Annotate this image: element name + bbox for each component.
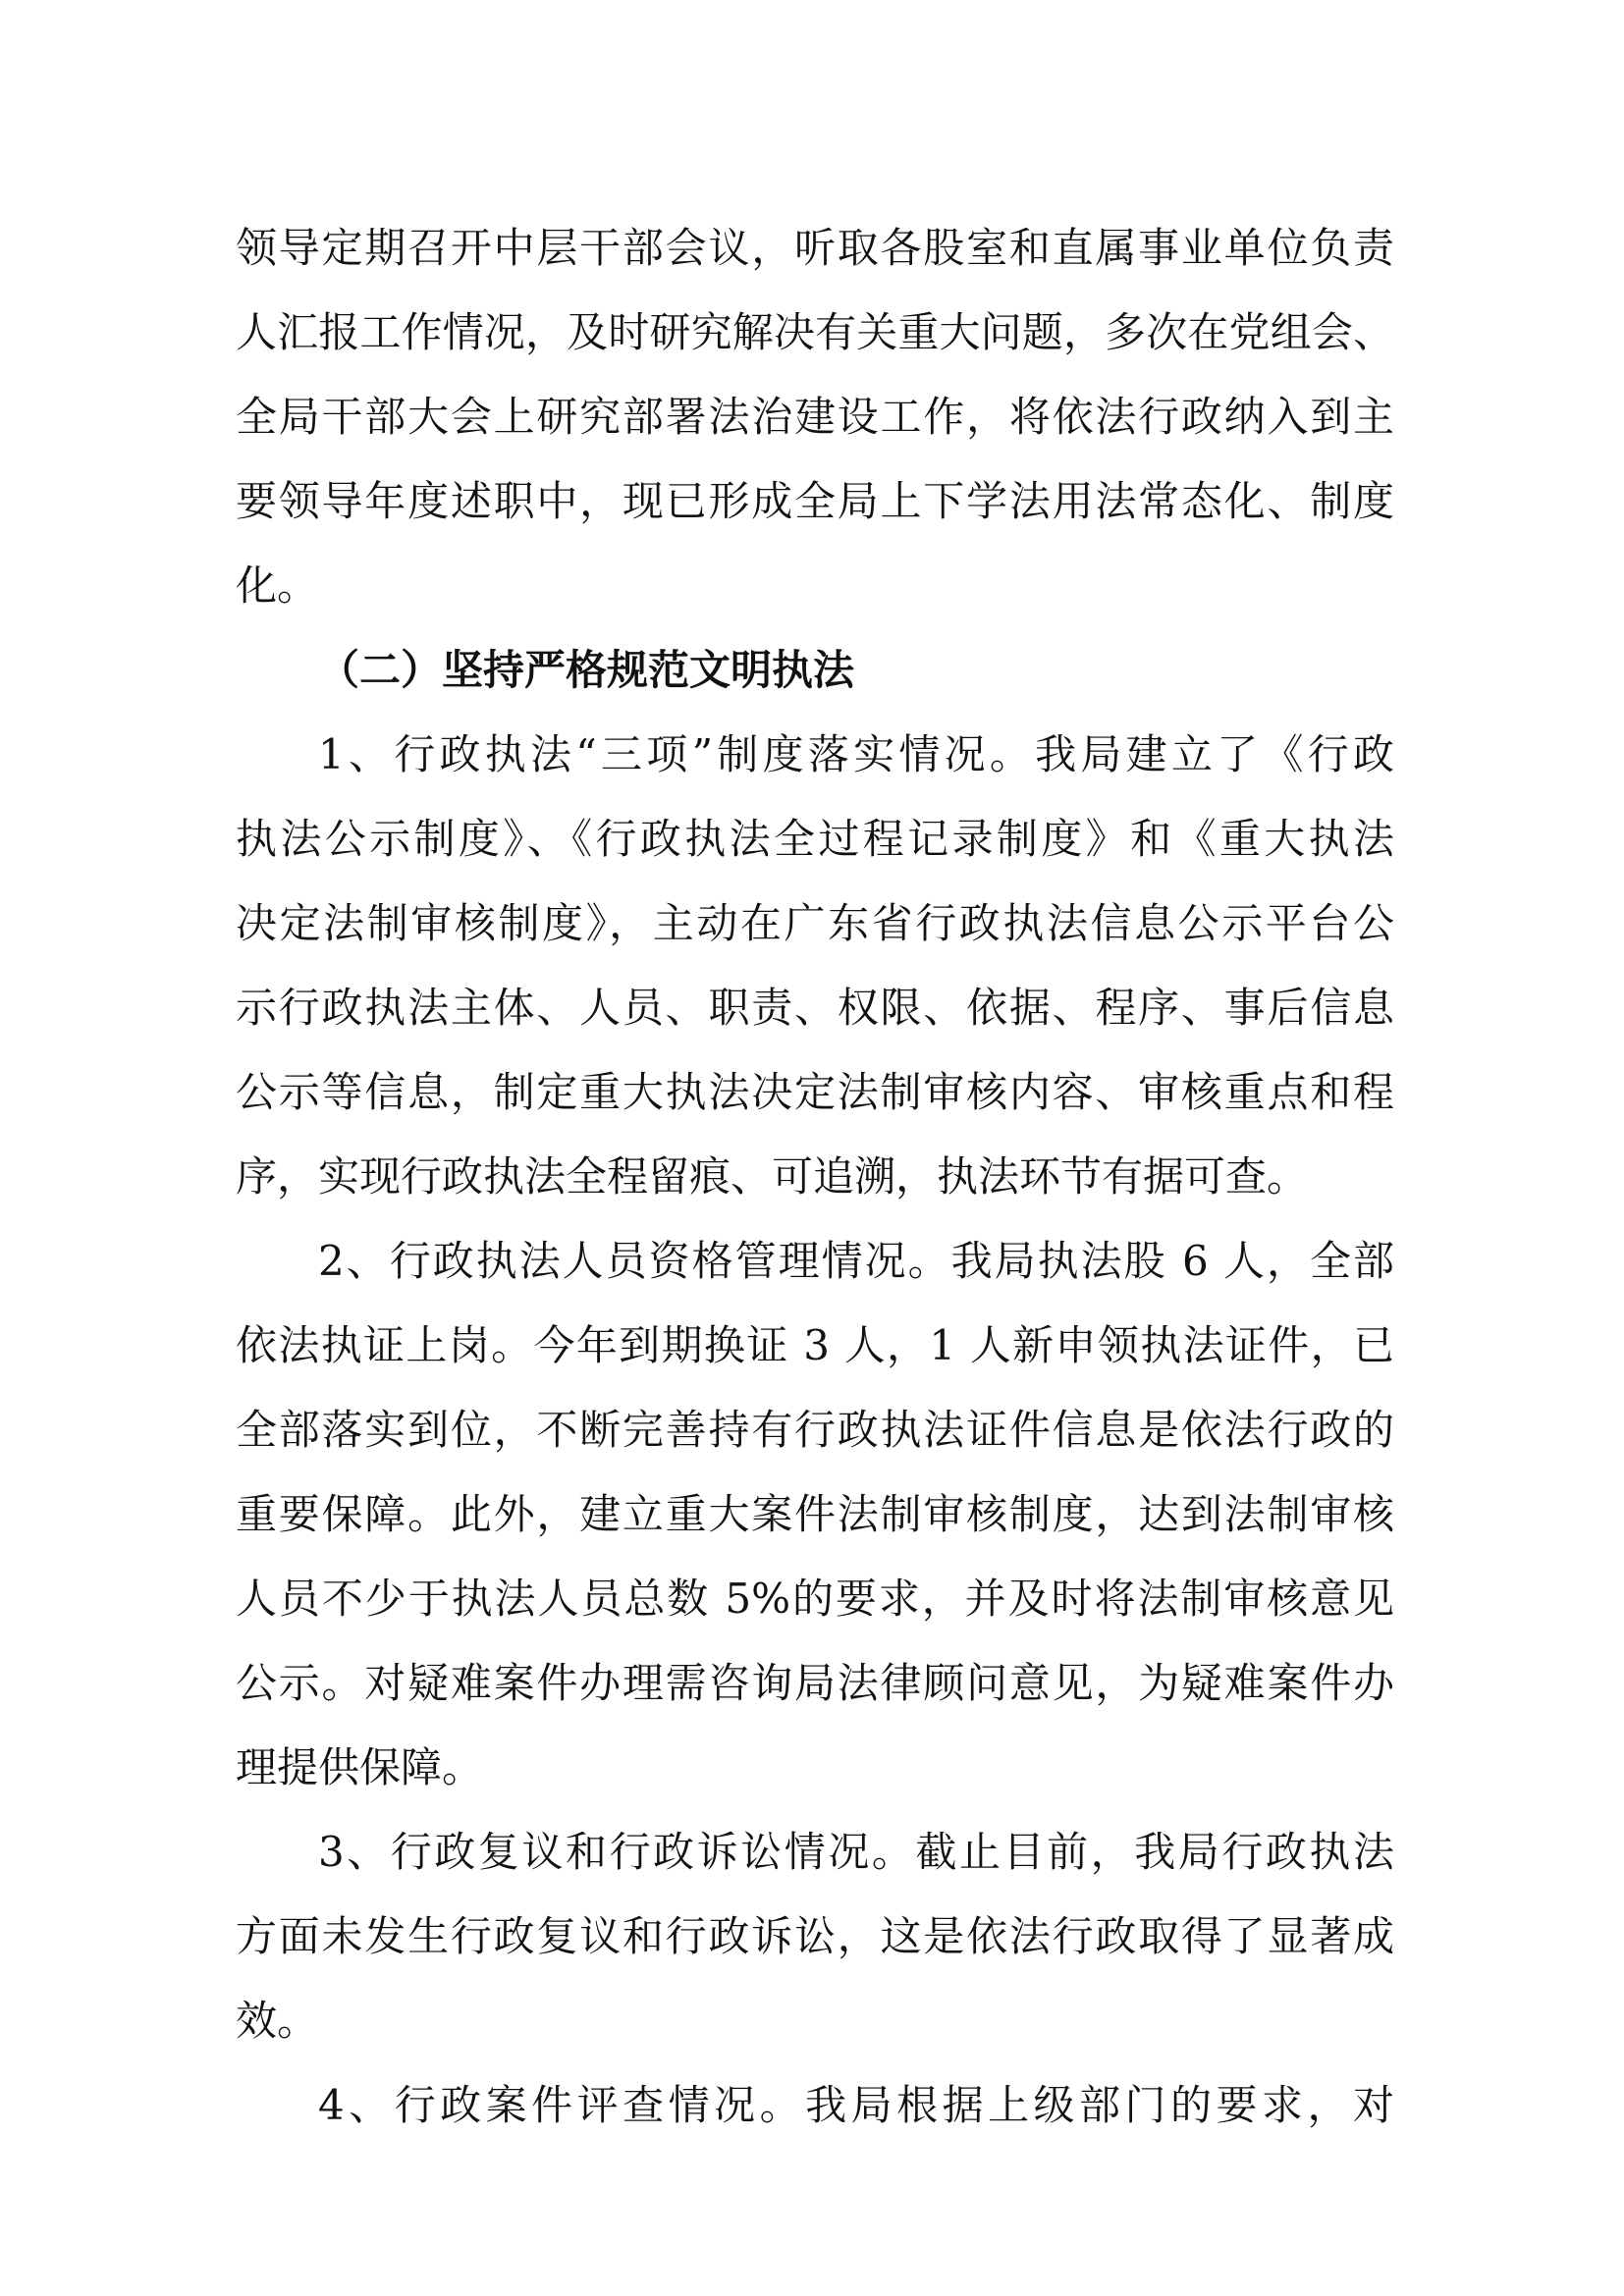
paragraph-line: 执法公示制度》、《行政执法全过程记录制度》和《重大执法 <box>236 815 1394 863</box>
paragraph-line: 2、行政执法人员资格管理情况。我局执法股 6 人，全部 <box>318 1237 1394 1285</box>
paragraph-line: 依法执证上岗。今年到期换证 3 人，1 人新申领执法证件，已 <box>236 1321 1394 1369</box>
paragraph-line: 序，实现行政执法全程留痕、可追溯，执法环节有据可查。 <box>236 1152 1309 1201</box>
paragraph-line: 要领导年度述职中，现已形成全局上下学法用法常态化、制度 <box>236 477 1394 525</box>
paragraph-line: 全局干部大会上研究部署法治建设工作，将依法行政纳入到主 <box>236 393 1394 441</box>
paragraph-line: 决定法制审核制度》，主动在广东省行政执法信息公示平台公 <box>236 899 1394 947</box>
paragraph-line: 3、行政复议和行政诉讼情况。截止目前，我局行政执法 <box>318 1828 1394 1876</box>
paragraph-line: 化。 <box>236 561 319 610</box>
document-body <box>236 206 1394 2148</box>
paragraph-line: 方面未发生行政复议和行政诉讼，这是依法行政取得了显著成 <box>236 1912 1394 1960</box>
paragraph-line: 领导定期召开中层干部会议，听取各股室和直属事业单位负责 <box>236 224 1394 272</box>
paragraph-line: 效。 <box>236 1997 319 2045</box>
section-heading: （二）坚持严格规范文明执法 <box>318 646 855 694</box>
paragraph-line: 全部落实到位，不断完善持有行政执法证件信息是依法行政的 <box>236 1406 1394 1454</box>
paragraph-line: 理提供保障。 <box>236 1743 484 1791</box>
paragraph-line: 示行政执法主体、人员、职责、权限、依据、程序、事后信息 <box>236 984 1394 1032</box>
paragraph-line: 重要保障。此外，建立重大案件法制审核制度，达到法制审核 <box>236 1490 1394 1538</box>
paragraph-line: 公示等信息，制定重大执法决定法制审核内容、审核重点和程 <box>236 1068 1394 1116</box>
paragraph-line: 1、行政执法“三项”制度落实情况。我局建立了《行政 <box>318 730 1394 778</box>
paragraph-line: 人员不少于执法人员总数 5%的要求，并及时将法制审核意见 <box>236 1575 1394 1623</box>
paragraph-line: 公示。对疑难案件办理需咨询局法律顾问意见，为疑难案件办 <box>236 1659 1394 1707</box>
paragraph-line: 人汇报工作情况，及时研究解决有关重大问题，多次在党组会、 <box>236 308 1394 356</box>
paragraph-line: 4、行政案件评查情况。我局根据上级部门的要求，对 <box>318 2081 1394 2129</box>
